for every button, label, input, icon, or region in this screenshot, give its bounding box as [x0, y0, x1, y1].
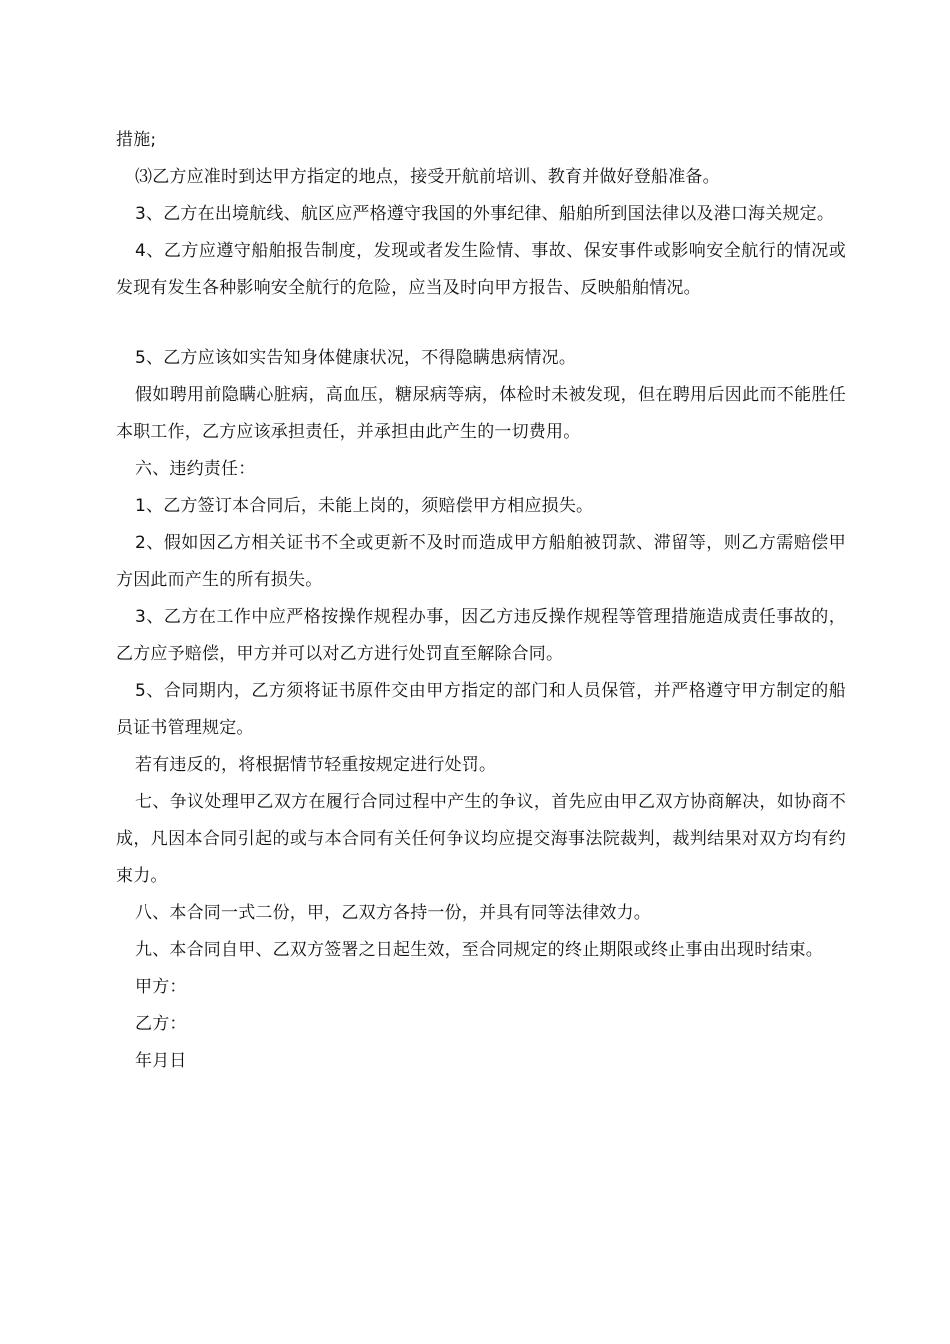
- paragraph-clause-5-health: 5、乙方应该如实告知身体健康状况，不得隐瞒患病情况。: [135, 348, 577, 368]
- paragraph-clause-4: 4、乙方应遵守船舶报告制度，发现或者发生险情、事故、保安事件或影响安全航行的情况或发现有发生各种影响安全航行的危险，应当及时向甲方报告、反映船舶情况。: [116, 241, 846, 298]
- section-effective-date: 九、本合同自甲、乙双方签署之日起生效，至合同规定的终止期限或终止事由出现时结束。: [135, 940, 823, 960]
- paragraph-breach-3: 3、乙方在工作中应严格按操作规程办事，因乙方违反操作规程等管理措施造成责任事故的，乙方应予赔偿，甲方并可以对乙方进行处罚直至解除合同。: [116, 607, 846, 664]
- signature-date: 年月日: [135, 1051, 187, 1071]
- paragraph-breach-5: 5、合同期内，乙方须将证书原件交由甲方指定的部门和人员保管，并严格遵守甲方制定的船员证书管理规定。: [116, 681, 846, 738]
- signature-party-b: 乙方：: [135, 1014, 187, 1034]
- section-heading-breach: 六、违约责任：: [135, 459, 256, 479]
- paragraph-breach-2: 2、假如因乙方相关证书不全或更新不及时而造成甲方船舶被罚款、滞留等，则乙方需赔偿甲方因此而产生的所有损失。: [116, 533, 846, 590]
- section-copies: 八、本合同一式二份，甲，乙双方各持一份，并具有同等法律效力。: [135, 903, 651, 923]
- signature-party-a: 甲方：: [135, 977, 187, 997]
- paragraph-breach-1: 1、乙方签订本合同后，未能上岗的，须赔偿甲方相应损失。: [135, 496, 594, 516]
- paragraph-boarding-prep: ⑶乙方应准时到达甲方指定的地点，接受开航前培训、教育并做好登船准备。: [135, 167, 720, 187]
- paragraph-gap: [116, 307, 846, 340]
- paragraph-health-concealment: 假如聘用前隐瞒心脏病，高血压，糖尿病等病，体检时未被发现，但在聘用后因此而不能胜任本职工作，乙方应该承担责任，并承担由此产生的一切费用。: [116, 385, 846, 442]
- paragraph-measures: 措施;: [116, 130, 157, 150]
- section-dispute-resolution: 七、争议处理甲乙双方在履行合同过程中产生的争议，首先应由甲乙双方协商解决，如协商不成，凡因本合同引起的或与本合同有关任何争议均应提交海事法院裁判，裁判结果对双方均有约束力。: [116, 792, 846, 886]
- paragraph-clause-3: 3、乙方在出境航线、航区应严格遵守我国的外事纪律、船舶所到国法律以及港口海关规定。: [135, 204, 835, 224]
- document-body: [116, 122, 846, 1080]
- paragraph-violation-penalty: 若有违反的，将根据情节轻重按规定进行处罚。: [135, 755, 497, 775]
